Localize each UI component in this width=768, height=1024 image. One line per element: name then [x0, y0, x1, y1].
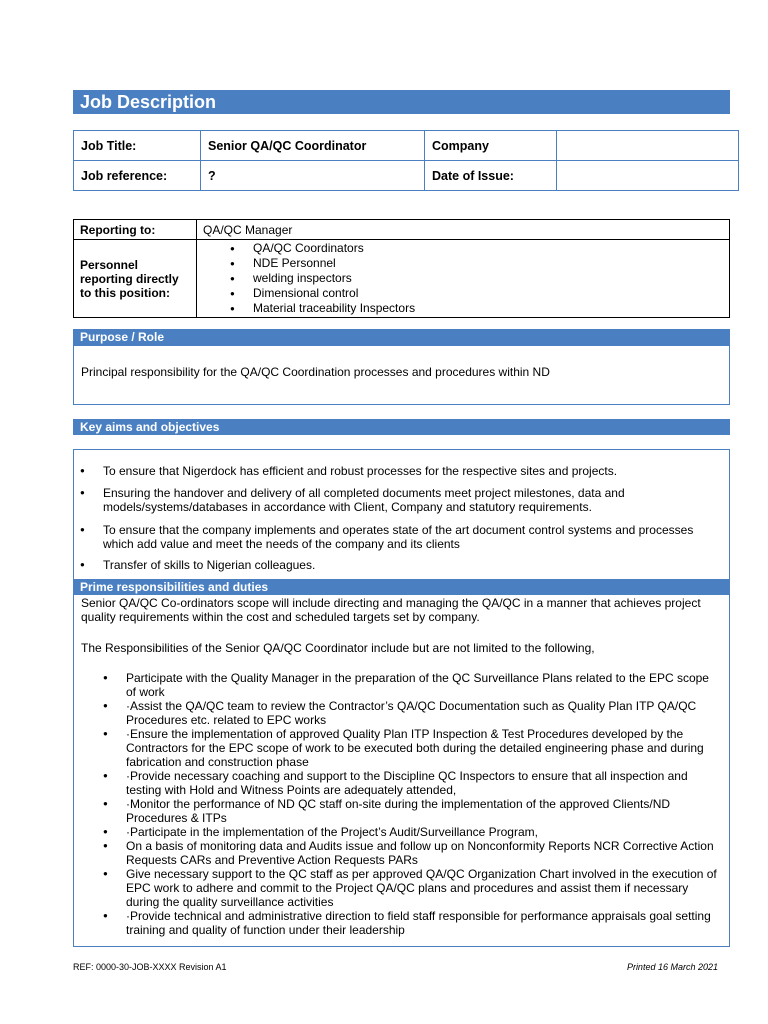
list-item: ● To ensure that Nigerdock has efficient and robust processes for the respective sites and projects. [103, 464, 721, 478]
list-item: ● welding inspectors [253, 271, 723, 286]
footer-printed: Printed 16 March 2021 [626, 962, 718, 972]
prime-list [126, 671, 719, 937]
list-item: ● Transfer of skills to Nigerian colleagues. [103, 558, 721, 572]
list-item: ● Ensuring the handover and delivery of all completed documents meet project milestones, data and models/systems/databases in accordance with Client, Company and statutory requirements. [103, 486, 721, 514]
list-item: ● ·Ensure the implementation of approved Quality Plan ITP Inspection & Test Procedures developed by the Contractors for the EPC scope of work to be executed both during the detailed engineering phase and during fabrication and construction phase [126, 727, 719, 769]
job-info-table [73, 130, 739, 191]
job-title-label: Job Title: [74, 131, 201, 161]
company-value [557, 131, 739, 161]
list-item: ● Give necessary support to the QC staff as per approved QA/QC Organization Chart involved in the execution of EPC work to adhere and commit to the Project QA/QC plans and procedures and assist them if necessary during the quality surveillance activities [126, 867, 719, 909]
job-ref-value: ? [201, 161, 425, 191]
reporting-to-label: Reporting to: [74, 220, 197, 240]
table-row [74, 131, 739, 161]
list-item: ● ·Provide technical and administrative direction to field staff responsible for performance appraisals goal setting training and quality of function under their leadership [126, 909, 719, 937]
list-item: ● On a basis of monitoring data and Audits issue and follow up on Nonconformity Reports NCR Corrective Action Requests CARs and Preventive Action Requests PARs [126, 839, 719, 867]
job-ref-label: Job reference: [74, 161, 201, 191]
table-row [74, 220, 730, 240]
table-row [74, 240, 730, 318]
aims-box [73, 449, 730, 580]
list-item: ● Participate with the Quality Manager in the preparation of the QC Surveillance Plans related to the EPC scope of work [126, 671, 719, 699]
date-value [557, 161, 739, 191]
table-row [74, 161, 739, 191]
list-item: ● Material traceability Inspectors [253, 301, 723, 316]
purpose-text: Principal responsibility for the QA/QC Coordination processes and procedures within ND [81, 365, 550, 379]
personnel-list-cell [197, 240, 730, 318]
prime-box [73, 595, 730, 947]
prime-heading: Prime responsibilities and duties [73, 580, 730, 595]
list-item: ● NDE Personnel [253, 256, 723, 271]
prime-lead: The Responsibilities of the Senior QA/QC Coordinator include but are not limited to the following, [81, 641, 595, 655]
list-item: ● QA/QC Coordinators [253, 241, 723, 256]
footer-ref: REF: 0000-30-JOB-XXXX Revision A1 [73, 962, 227, 972]
company-label: Company [425, 131, 557, 161]
aims-heading: Key aims and objectives [73, 419, 730, 435]
list-item: ● ·Provide necessary coaching and support to the Discipline QC Inspectors to ensure that all inspection and testing with Hold and Witness Points are adequately attended, [126, 769, 719, 797]
reporting-to-value: QA/QC Manager [197, 220, 730, 240]
reporting-table [73, 219, 730, 318]
list-item: ● ·Assist the QA/QC team to review the Contractor’s QA/QC Documentation such as Quality Plan ITP QA/QC Procedures etc. related to EPC works [126, 699, 719, 727]
personnel-list [203, 241, 723, 316]
purpose-heading: Purpose / Role [73, 329, 730, 345]
page-title: Job Description [73, 90, 730, 114]
prime-intro: Senior QA/QC Co-ordinators scope will include directing and managing the QA/QC in a manner that achieves project quality requirements within the cost and scheduled targets set by company. [81, 596, 701, 624]
purpose-box [73, 345, 730, 405]
date-label: Date of Issue: [425, 161, 557, 191]
job-title-value: Senior QA/QC Coordinator [201, 131, 425, 161]
list-item: ● ·Monitor the performance of ND QC staff on-site during the implementation of the approved Clients/ND Procedures & ITPs [126, 797, 719, 825]
list-item: ● ·Participate in the implementation of the Project’s Audit/Surveillance Program, [126, 825, 719, 839]
personnel-label: Personnel reporting directly to this position: [74, 240, 197, 318]
list-item: ● Dimensional control [253, 286, 723, 301]
list-item: ● To ensure that the company implements and operates state of the art document control systems and processes which add value and meet the needs of the company and its clients [103, 523, 721, 551]
